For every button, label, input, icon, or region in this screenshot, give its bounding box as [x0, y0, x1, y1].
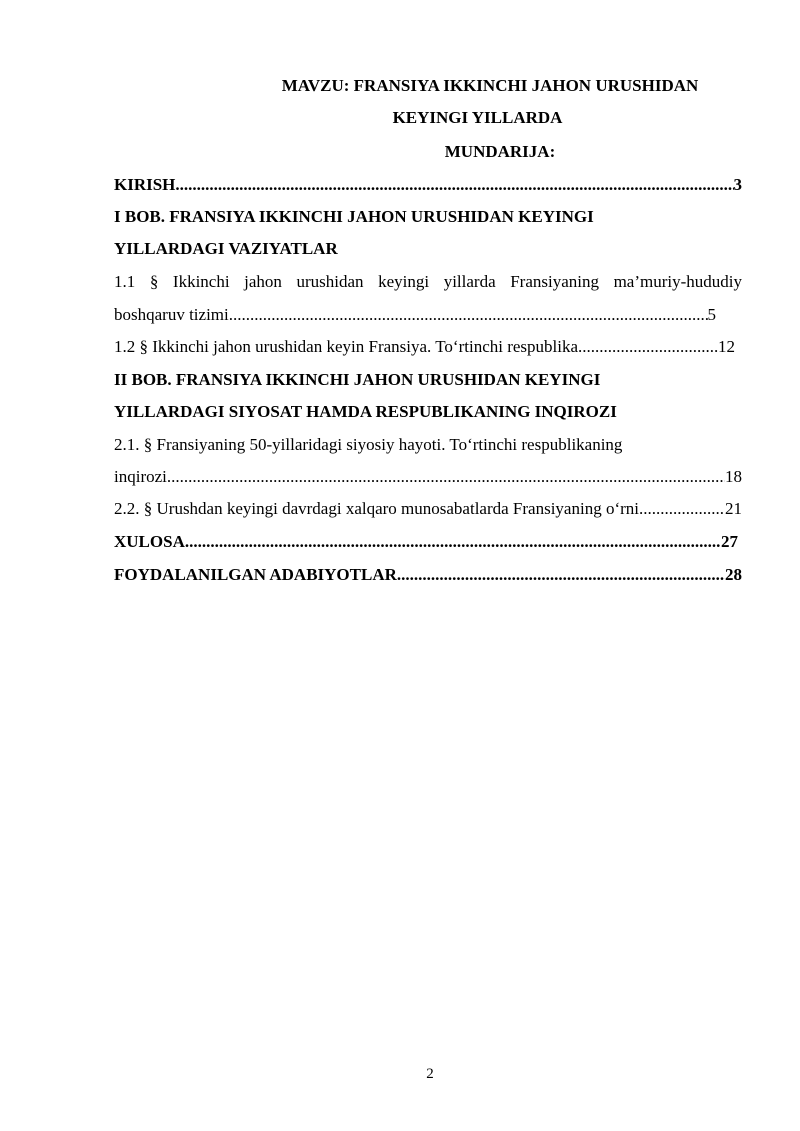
toc-word: jahon	[244, 272, 282, 291]
toc-word: §	[149, 272, 159, 291]
toc-entry-text: 2.2. § Urushdan keyingi davrdagi xalqaro munosabatlarda Fransiyaning o‘rni	[114, 499, 639, 518]
toc-section-1-2	[114, 335, 735, 359]
toc-page-number: 28	[725, 565, 742, 584]
page-number: 2	[426, 1066, 434, 1082]
document-title-line-2: KEYINGI YILLARDA	[392, 108, 563, 127]
toc-word: 1.1	[114, 272, 136, 291]
toc-chapter-1-line-1: I BOB. FRANSIYA IKKINCHI JAHON URUSHIDAN KEYINGI	[114, 207, 594, 226]
toc-section-1-1-line-1	[114, 270, 742, 294]
toc-entry-text: KIRISH	[114, 175, 176, 194]
document-title-line-1: MAVZU: FRANSIYA IKKINCHI JAHON URUSHIDAN	[281, 76, 699, 95]
toc-chapter-2-line-1: II BOB. FRANSIYA IKKINCHI JAHON URUSHIDAN KEYINGI	[114, 370, 601, 389]
toc-entry-text: boshqaruv tizimi	[114, 305, 229, 324]
toc-word: ma’muriy-hududiy	[613, 272, 742, 291]
toc-entry-text: FOYDALANILGAN ADABIYOTLAR	[114, 565, 397, 584]
toc-section-2-2	[114, 497, 742, 521]
toc-section-2-1-line-1: 2.1. § Fransiyaning 50-yillaridagi siyosiy hayoti. To‘rtinchi respublikaning	[114, 435, 623, 454]
toc-page-number: 3	[733, 175, 742, 194]
toc-entry-conclusion	[114, 530, 738, 554]
toc-page-number: 18	[725, 467, 742, 486]
toc-page-number: 5	[707, 305, 716, 324]
contents-heading: MUNDARIJA:	[444, 142, 556, 161]
toc-page-number: 12	[718, 337, 735, 356]
toc-entry-intro	[114, 173, 742, 197]
toc-word: Fransiyaning	[510, 272, 599, 291]
toc-chapter-2-line-2: YILLARDAGI SIYOSAT HAMDA RESPUBLIKANING INQIROZI	[114, 402, 617, 421]
toc-word: keyingi	[378, 272, 430, 291]
toc-chapter-1-line-2: YILLARDAGI VAZIYATLAR	[114, 239, 338, 258]
toc-page-number: 27	[721, 532, 738, 551]
toc-entry-text: XULOSA	[114, 532, 185, 551]
toc-page-number: 21	[725, 499, 742, 518]
toc-word: Ikkinchi	[172, 272, 230, 291]
toc-word: yillarda	[443, 272, 496, 291]
toc-section-1-1-line-2	[114, 303, 716, 327]
toc-word: urushidan	[296, 272, 364, 291]
toc-entry-text: 1.2 § Ikkinchi jahon urushidan keyin Fransiya. To‘rtinchi respublika	[114, 337, 579, 356]
toc-section-2-1-line-2	[114, 465, 742, 489]
toc-entry-references	[114, 563, 742, 587]
toc-entry-text: inqirozi	[114, 467, 167, 486]
